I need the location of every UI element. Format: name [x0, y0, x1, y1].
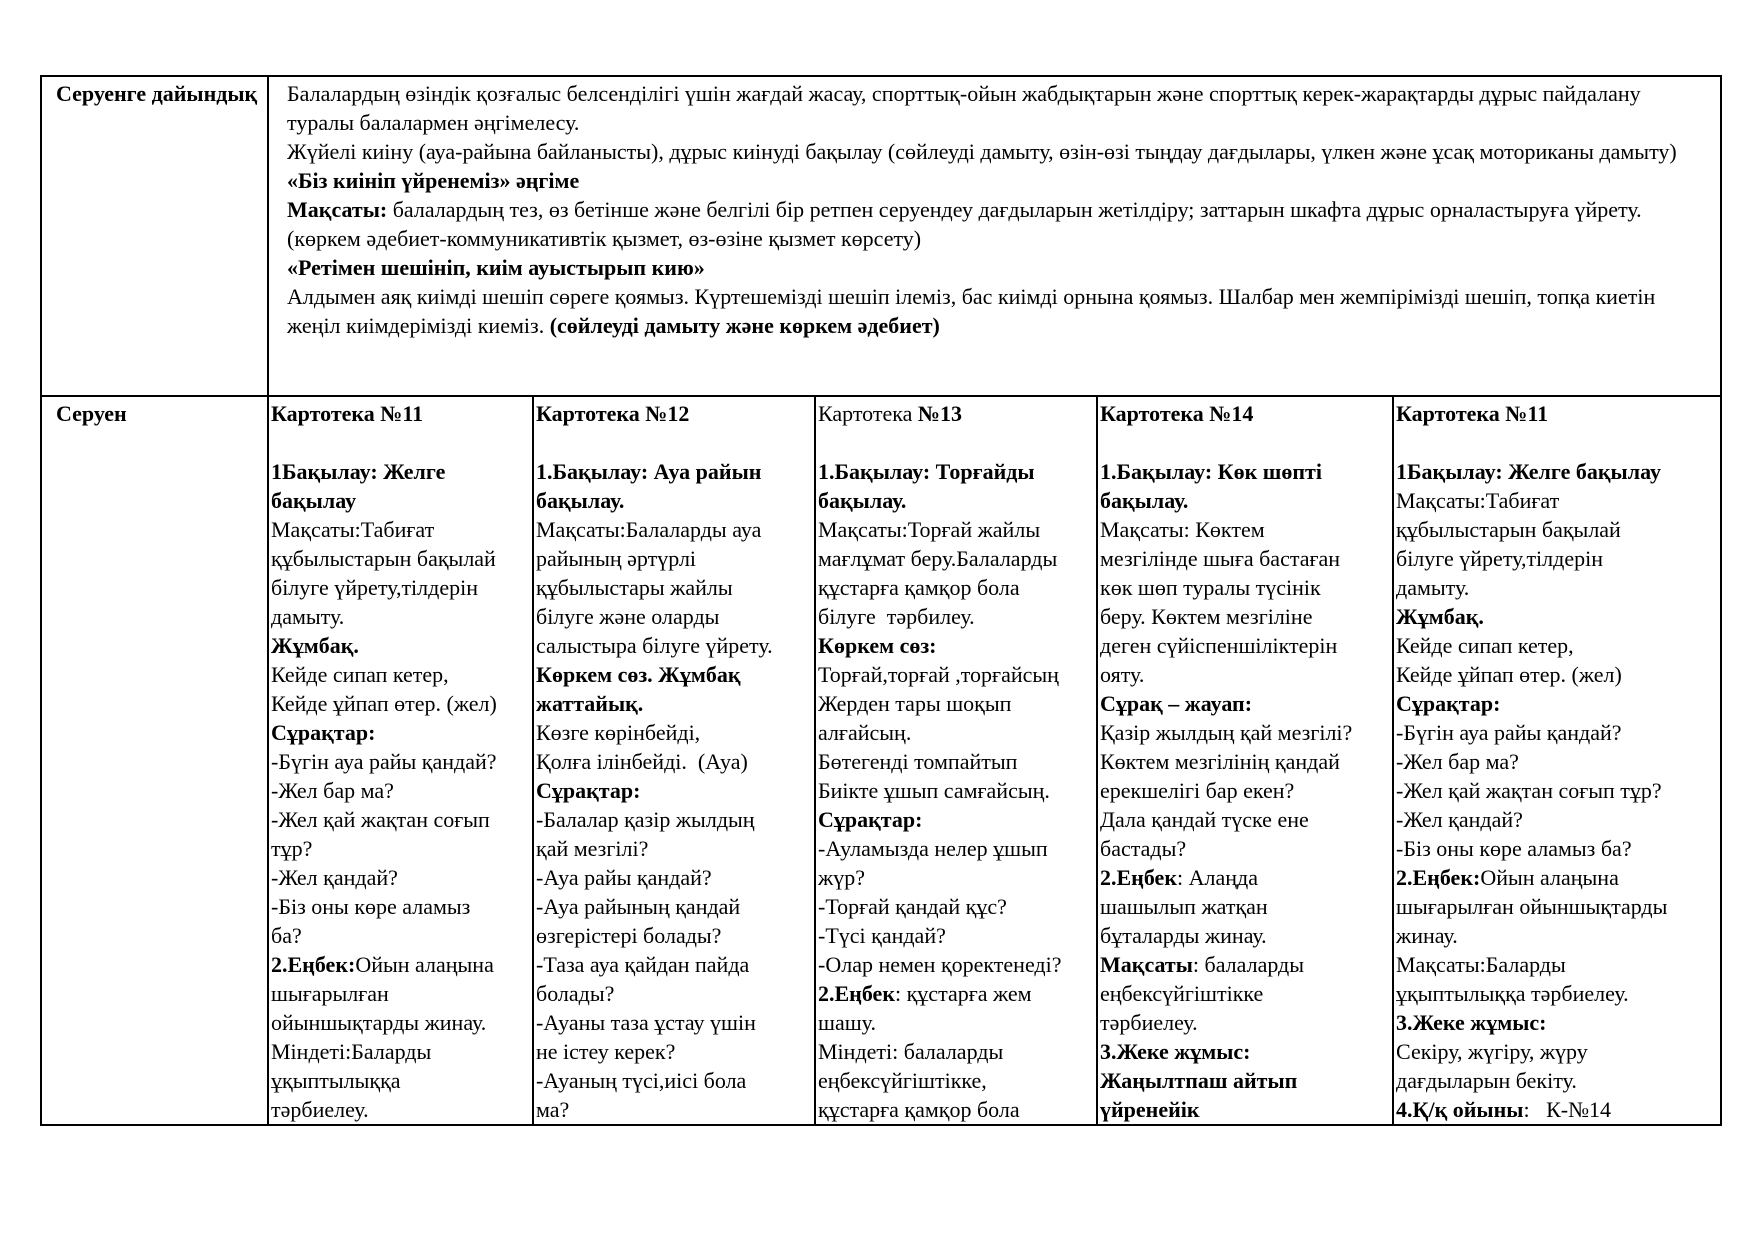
day-text-line: Картотека №13 [818, 401, 963, 426]
day-text-line: -Бүгін ауа райы қандай? [1396, 720, 1622, 745]
day-text-line: еңбексүйгіштікке, [818, 1068, 987, 1093]
day-text-line: Жаңылтпаш айтып [1100, 1068, 1298, 1093]
day-text-line: Жұмбақ. [1396, 604, 1484, 629]
walk-label: Серуен [41, 396, 268, 1125]
day-text-line: Мақсаты:Баларды [1396, 952, 1566, 977]
day-text-line: Көктем мезгілінің қандай [1100, 749, 1340, 774]
day-text-line: мезгілінде шыға бастаған [1100, 546, 1341, 571]
day-text-line: 3.Жеке жұмыс: [1100, 1039, 1251, 1064]
day-text-line: 1Бақылау: Желге бақылау [1396, 459, 1661, 484]
day-text-line: -Жел қандай? [271, 865, 398, 890]
day-text-line: құбылыстарын бақылай [271, 546, 496, 571]
day-text-line: бақылау. [536, 488, 625, 513]
day-text-line: Картотека №14 [1100, 401, 1254, 426]
prep-heading-1: «Біз киініп үйренеміз» әңгіме [287, 168, 580, 193]
day-text-line: -Бүгін ауа райы қандай? [271, 749, 497, 774]
day-text-line: шығарылған [271, 981, 389, 1006]
day-text-line: Сұрақтар: [271, 720, 376, 745]
day-text-line: жаттайық. [536, 691, 644, 716]
day-text-line: білуге тәрбилеу. [818, 604, 975, 629]
day-text-line: деген сүйіспеншіліктерін [1100, 633, 1338, 658]
day-text-line: Кейде ұйпап өтер. (жел) [271, 691, 497, 716]
day-text-line: ойыншықтарды жинау. [271, 1010, 487, 1035]
day-text-line: бақылау. [1100, 488, 1189, 513]
day-text-line: Міндеті: балаларды [818, 1039, 1004, 1064]
day-text-line: Картотека №11 [1396, 401, 1549, 426]
day-text-line: тәрбиелеу. [1100, 1010, 1198, 1035]
day-text-line: -Жел қай жақтан соғып тұр? [1396, 778, 1662, 803]
day-text-line: 1.Бақылау: Торғайды [818, 459, 1035, 484]
walk-day-2 [533, 396, 815, 1125]
prep-goal [287, 195, 1712, 224]
day-text-line: -Біз оны көре аламыз [271, 894, 471, 919]
day-text-line: өзгерістері болады? [536, 923, 722, 948]
day-text-line: -Жел қай жақтан соғып [271, 807, 490, 832]
day-text-line: Торғай,торғай ,торғайсың [818, 662, 1059, 687]
day-text-line: Сұрақ – жауап: [1100, 691, 1253, 716]
day-text-line: -Ауламызда нелер ұшып [818, 836, 1048, 861]
day-text-line: ма? [536, 1097, 570, 1122]
day-text-line: тұр? [271, 836, 313, 861]
day-text-line: -Жел бар ма? [271, 778, 394, 803]
prep-paragraph-1: Балалардың өзіндік қозғалыс белсенділігі үшін жағдай жасау, спорттық-ойын жабдықтарын және спорттық керек-жарақтарды дұрыс пайдалану туралы балалармен әңгімелесу. [287, 81, 1647, 135]
day-text-line: Мақсаты: балаларды [1100, 952, 1305, 977]
prep-paragraph-2: Жүйелі киіну (ауа-райына байланысты), дұрыс киінуді бақылау (сөйлеуді дамыту, өзін-өзі тыңдау дағдылары, үлкен және ұсақ моториканы дамыту) [287, 139, 1677, 164]
day-text-line: құстарға қамқор бола [818, 575, 1020, 600]
day-text-line: Мақсаты:Торғай жайлы [818, 517, 1041, 542]
day-text-line: дамыту. [1396, 575, 1470, 600]
prep-paragraph-4-bold: (сөйлеуді дамыту және көркем әдебиет) [549, 313, 940, 338]
day-text-line: ерекшелігі бар екен? [1100, 778, 1295, 803]
day-text-line: 2.Еңбек: құстарға жем [818, 981, 1032, 1006]
day-text-line: Картотека №11 [271, 401, 424, 426]
day-text-line: үйренейік [1100, 1097, 1200, 1122]
walk-day-5 [1393, 396, 1721, 1125]
blank-line [271, 428, 530, 457]
day-text-line: Картотека №12 [536, 401, 690, 426]
day-text-line: 4.Қ/қ ойыны: К-№14 [1396, 1097, 1612, 1122]
day-text-line: Көзге көрінбейді, [536, 720, 701, 745]
day-text-line: Кейде сипап кетер, [271, 662, 449, 687]
prep-paragraph-4: Алдымен аяқ киімді шешіп сөреге қоямыз. Күртешемізді шешіп ілеміз, бас киімді орнына қоямыз. Шалбар мен жемпірімізді шешіп, топқа киетін жеңіл киімдерімізді киеміз. (сөйлеуді дамыту және көркем әдебиет) [287, 284, 1661, 338]
day-text-line: алғайсың. [818, 720, 912, 745]
day-text-line: бастады? [1100, 836, 1187, 861]
day-text-line: -Ауа райы қандай? [536, 865, 712, 890]
day-text-line: болады? [536, 981, 615, 1006]
day-text-line: Жерден тары шоқып [818, 691, 1012, 716]
day-text-line: мағлұмат беру.Балаларды [818, 546, 1058, 571]
day-text-line: көк шөп туралы түсінік [1100, 575, 1321, 600]
day-text-line: Мақсаты:Табиғат [271, 517, 435, 542]
day-text-line: ұқыптылыққа [271, 1068, 401, 1093]
day-text-line: Дала қандай түске ене [1100, 807, 1309, 832]
day-text-line: шашу. [818, 1010, 876, 1035]
day-text-line: бұталарды жинау. [1100, 923, 1267, 948]
day-text-line: 3.Жеке жұмыс: [1396, 1010, 1547, 1035]
day-text-line: Міндеті:Баларды [271, 1039, 432, 1064]
day-text-line: шашылып жатқан [1100, 894, 1268, 919]
day-text-line: 1.Бақылау: Көк шөпті [1100, 459, 1322, 484]
day-text-line: 1.Бақылау: Ауа райын [536, 459, 762, 484]
prep-goal-label: Мақсаты: [287, 197, 388, 222]
day-text-line: Бөтегенді томпайтып [818, 749, 1018, 774]
day-text-line: Кейде ұйпап өтер. (жел) [1396, 662, 1622, 687]
day-text-line: -Балалар қазір жылдың [536, 807, 755, 832]
day-text-line: Қолға ілінбейді. (Ауа) [536, 749, 748, 774]
day-text-line: білуге және оларды [536, 604, 720, 629]
day-text-line: Сұрақтар: [818, 807, 923, 832]
day-text-line: жүр? [818, 865, 865, 890]
day-text-line: Кейде сипап кетер, [1396, 633, 1574, 658]
day-text-line: -Жел бар ма? [1396, 749, 1519, 774]
day-text-line: құстарға қамқор бола [818, 1097, 1020, 1122]
day-text-line: дағдыларын бекіту. [1396, 1068, 1577, 1093]
plan-table [40, 75, 1722, 1126]
day-text-line: ұқыптылыққа тәрбиелеу. [1396, 981, 1629, 1006]
prep-content [268, 76, 1721, 396]
day-text-line: Қазір жылдың қай мезгілі? [1100, 720, 1353, 745]
day-text-line: ояту. [1100, 662, 1145, 687]
day-text-line: 2.Еңбек:Ойын алаңына [271, 952, 494, 977]
blank-line [536, 428, 812, 457]
walk-day-1 [268, 396, 533, 1125]
day-text-line: қай мезгілі? [536, 836, 649, 861]
day-text-line: ба? [271, 923, 302, 948]
day-text-line: Биікте ұшып самғайсың. [818, 778, 1050, 803]
blank-line [1100, 428, 1390, 457]
day-text-line: құбылыстарын бақылай [1396, 517, 1621, 542]
day-text-line: Көркем сөз: [818, 633, 937, 658]
prep-heading-2: «Ретімен шешініп, киім ауыстырып кию» [287, 255, 705, 280]
day-text-line: -Ауаны таза ұстау үшін [536, 1010, 756, 1035]
day-text-line: жинау. [1396, 923, 1458, 948]
day-text-line: құбылыстары жайлы [536, 575, 733, 600]
day-text-line: 2.Еңбек: Алаңда [1100, 865, 1258, 890]
day-text-line: Мақсаты: Көктем [1100, 517, 1265, 542]
day-text-line: -Олар немен қоректенеді? [818, 952, 1062, 977]
day-text-line: дамыту. [271, 604, 345, 629]
walk-row [41, 396, 1721, 1125]
prep-paragraph-3: (көркем әдебиет-коммуникативтік қызмет, өз-өзіне қызмет көрсету) [287, 226, 922, 251]
day-text-line: 1Бақылау: Желге [271, 459, 446, 484]
blank-line [818, 428, 1094, 457]
walk-day-4 [1097, 396, 1393, 1125]
day-text-line: тәрбиелеу. [271, 1097, 369, 1122]
day-text-line: -Түсі қандай? [818, 923, 946, 948]
day-text-line: Сұрақтар: [536, 778, 641, 803]
prep-row [41, 76, 1721, 396]
day-text-line: шығарылған ойыншықтарды [1396, 894, 1668, 919]
day-text-line: Жұмбақ. [271, 633, 359, 658]
prep-label: Серуенге дайындық [41, 76, 268, 396]
day-text-line: Сұрақтар: [1396, 691, 1501, 716]
day-text-line: -Ауаның түсі,иісі бола [536, 1068, 747, 1093]
prep-goal-text: балалардың тез, өз бетінше және белгілі бір ретпен серуендеу дағдыларын жетілдіру; заттарын шкафта дұрыс орналастыруға үйрету. [387, 197, 1642, 222]
walk-day-3 [815, 396, 1097, 1125]
day-text-line: бақылау. [818, 488, 907, 513]
day-text-line: -Торғай қандай құс? [818, 894, 1007, 919]
day-text-line: білуге үйрету,тілдерін [271, 575, 478, 600]
day-text-line: беру. Көктем мезгіліне [1100, 604, 1313, 629]
day-text-line: не істеу керек? [536, 1039, 676, 1064]
day-text-line: еңбексүйгіштікке [1100, 981, 1264, 1006]
day-text-line: 2.Еңбек:Ойын алаңына [1396, 865, 1619, 890]
day-text-line: салыстыра білуге үйрету. [536, 633, 773, 658]
day-text-line: -Ауа райының қандай [536, 894, 741, 919]
day-text-line: Мақсаты:Балаларды ауа [536, 517, 762, 542]
day-text-line: -Біз оны көре аламыз ба? [1396, 836, 1632, 861]
day-text-line: Мақсаты:Табиғат [1396, 488, 1560, 513]
day-text-line: Көркем сөз. Жұмбақ [536, 662, 741, 687]
day-text-line: бақылау [271, 488, 357, 513]
day-text-line: Секіру, жүгіру, жүру [1396, 1039, 1588, 1064]
blank-line [1396, 428, 1718, 457]
day-text-line: -Жел қандай? [1396, 807, 1523, 832]
day-text-line: райының әртүрлі [536, 546, 697, 571]
day-text-line: білуге үйрету,тілдерін [1396, 546, 1603, 571]
day-text-line: -Таза ауа қайдан пайда [536, 952, 750, 977]
